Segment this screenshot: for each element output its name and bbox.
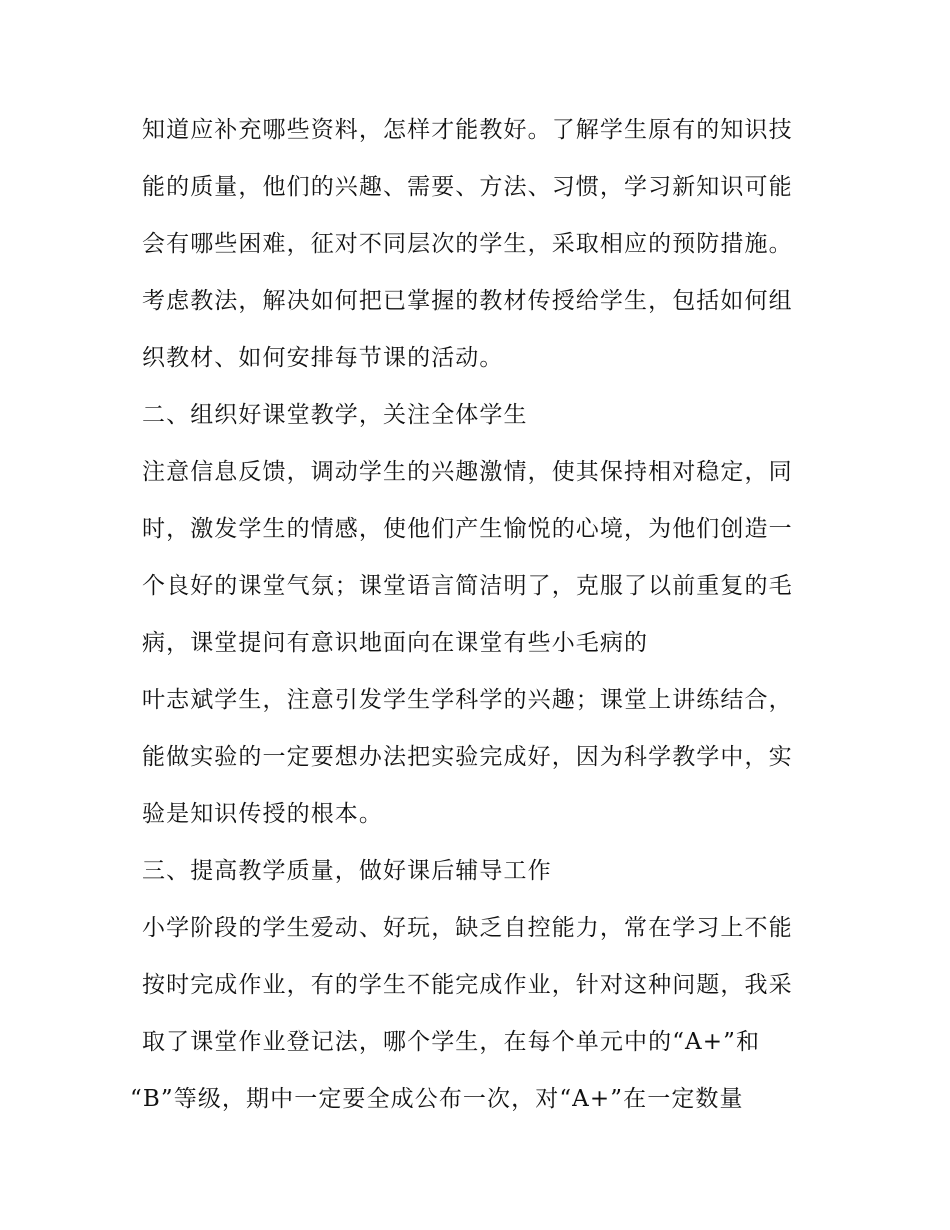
text-line: 会有哪些困难，征对不同层次的学生，采取相应的预防措施。 — [142, 231, 793, 257]
text-line: 叶志斌学生，注意引发学生学科学的兴趣；课堂上讲练结合， — [142, 687, 793, 713]
text-line: 知道应补充哪些资料，怎样才能教好。了解学生原有的知识技 — [142, 117, 793, 143]
text-line: 病，课堂提问有意识地面向在课堂有些小毛病的 — [142, 630, 649, 656]
text-line: 取了课堂作业登记法，哪个学生，在每个单元中的“A+”和 — [142, 1029, 761, 1055]
text-line: 个良好的课堂气氛；课堂语言简洁明了，克服了以前重复的毛 — [142, 573, 793, 599]
text-line: 能的质量，他们的兴趣、需要、方法、习惯，学习新知识可能 — [142, 174, 793, 200]
text-line: 能做实验的一定要想办法把实验完成好，因为科学教学中，实 — [142, 744, 793, 770]
text-line: 考虑教法，解决如何把已掌握的教材传授给学生，包括如何组 — [142, 288, 793, 314]
text-line: 注意信息反馈，调动学生的兴趣激情，使其保持相对稳定，同 — [142, 459, 793, 485]
section-heading: 三、提高教学质量，做好课后辅导工作 — [142, 858, 552, 884]
text-line: 时，激发学生的情感，使他们产生愉悦的心境，为他们创造一 — [142, 516, 793, 542]
text-line: 小学阶段的学生爱动、好玩，缺乏自控能力，常在学习上不能 — [142, 915, 793, 941]
text-line: 织教材、如何安排每节课的活动。 — [142, 345, 504, 371]
text-line: “B”等级，期中一定要全成公布一次，对“A+”在一定数量 — [130, 1086, 744, 1112]
text-line: 按时完成作业，有的学生不能完成作业，针对这种问题，我采 — [142, 972, 793, 998]
text-line: 验是知识传授的根本。 — [142, 801, 383, 827]
section-heading: 二、组织好课堂教学，关注全体学生 — [142, 402, 528, 428]
